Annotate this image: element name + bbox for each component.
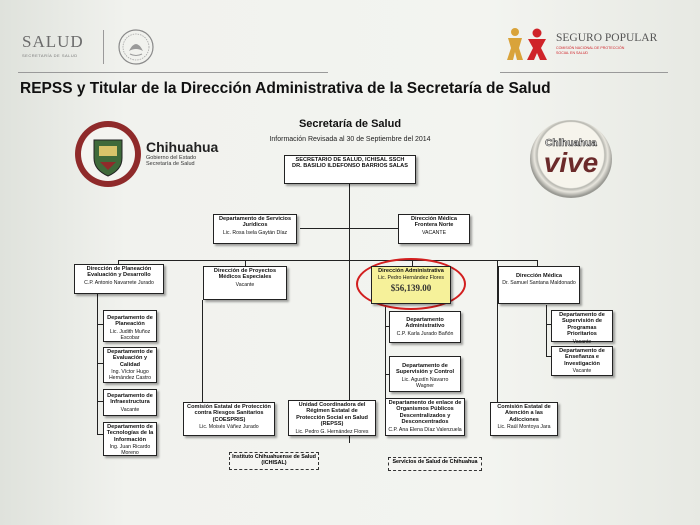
node-title: Departamento de enlace de Organismos Públicos Descentralizados y Desconcentrados bbox=[388, 400, 462, 426]
node-person: C.P. Antonio Navarrete Jurado bbox=[84, 279, 154, 286]
node-person: C.P. Ana Elena Díaz Valenzuela bbox=[388, 426, 462, 433]
node-secretario bbox=[284, 155, 416, 184]
node-servicios bbox=[388, 457, 482, 471]
node-title: Comisión Estatal de Protección contra Riesgos Sanitarios (COESPRIS) bbox=[187, 404, 271, 423]
node-title: Departamento de Evaluación y Calidad bbox=[107, 349, 153, 368]
node-person: Lic. Moisés Váñez Jurado bbox=[199, 424, 259, 431]
connector-line bbox=[202, 300, 203, 402]
node-title: Departamento de Infraestructura bbox=[107, 393, 153, 406]
chihuahua-logo bbox=[146, 140, 236, 167]
node-title: Instituto Chihuahuense de Salud (ICHISAL) bbox=[232, 454, 316, 467]
node-person: Lic. Raúl Montoya Jara bbox=[497, 424, 551, 431]
node-person: Lic. Pedro Hernández Flores bbox=[377, 275, 445, 282]
node-title: Departamento de Tecnologías de la Información bbox=[106, 424, 154, 443]
revision-date: Información Revisada al 30 de Septiembre del 2014 bbox=[269, 136, 431, 143]
node-title: Dirección Médica Frontera Norte bbox=[410, 216, 457, 229]
node-title: Unidad Coordinadora del Régimen Estatal de Protección Social en Salud (REPSS) bbox=[296, 402, 368, 428]
node-title: Servicios de Salud de Chihuahua bbox=[392, 459, 478, 465]
vive-logo-main: vive bbox=[543, 147, 599, 178]
node-dep-planeacion bbox=[103, 310, 157, 342]
node-juridicos bbox=[213, 214, 297, 244]
mexico-seal-icon bbox=[116, 27, 156, 67]
salud-logo bbox=[22, 33, 102, 63]
node-title: Comisión Estatal de Atención a las Adicciones bbox=[497, 404, 551, 423]
chihuahua-logo-sub2: Secretaría de Salud bbox=[146, 161, 195, 167]
header-rule-left bbox=[18, 72, 328, 73]
node-title: Dirección de Planeación Evaluación y Desarrollo bbox=[86, 266, 152, 279]
seguro-popular-logo bbox=[556, 32, 676, 55]
node-person: DR. BASILIO ILDEFONSO BARRIOS SALAS bbox=[292, 163, 408, 170]
node-dep-supervision bbox=[389, 356, 461, 392]
node-coespris bbox=[183, 402, 275, 436]
node-dep-ensenanza bbox=[551, 346, 613, 376]
node-title: Departamento de Supervisión de Programas Prioritarios bbox=[559, 312, 605, 338]
node-title: SECRETARIO DE SALUD, ICHISAL SSCH bbox=[295, 157, 405, 163]
salud-logo-sub: SECRETARÍA DE SALUD bbox=[22, 53, 78, 58]
node-dep-programas bbox=[551, 310, 613, 345]
header-divider bbox=[103, 30, 104, 64]
node-person: Vacante bbox=[572, 368, 592, 375]
header-rule-right bbox=[500, 72, 668, 73]
vive-logo-top: Chihuahua bbox=[545, 138, 597, 149]
chihuahua-shield-icon bbox=[72, 118, 144, 190]
node-ichisal bbox=[229, 452, 319, 470]
chart-title: Secretaría de Salud bbox=[298, 118, 402, 130]
node-administrativa bbox=[371, 266, 451, 304]
node-person: Lic. Rosa Isela Gaytán Díaz bbox=[222, 229, 288, 236]
node-dep-admin bbox=[389, 311, 461, 343]
connector-line bbox=[118, 260, 538, 261]
node-title: Dirección Médica bbox=[515, 273, 562, 279]
seguro-popular-text: SEGURO POPULAR bbox=[556, 32, 658, 44]
connector-line bbox=[97, 294, 98, 434]
node-planeacion-dir bbox=[74, 264, 164, 294]
node-dep-tecno bbox=[103, 422, 157, 456]
seguro-popular-figures-icon bbox=[503, 26, 553, 62]
node-person: VACANTE bbox=[421, 229, 447, 236]
node-dep-enlace bbox=[385, 398, 465, 436]
node-title: Departamento de Enseñanza e Investigación bbox=[559, 348, 605, 367]
node-title: Departamento Administrativo bbox=[405, 317, 445, 330]
node-person: Lic. Judith Muñoz Escobar bbox=[109, 328, 151, 342]
node-dep-evaluacion bbox=[103, 347, 157, 383]
node-person: C.P. Karla Jurado Bañón bbox=[396, 330, 454, 337]
seguro-popular-sub: COMISIÓN NACIONAL DE PROTECCIÓN SOCIAL EN SALUD bbox=[556, 46, 625, 55]
chihuahua-logo-text: Chihuahua bbox=[146, 139, 219, 155]
page-title: REPSS y Titular de la Dirección Administrativa de la Secretaría de Salud bbox=[20, 80, 551, 97]
chihuahua-vive-logo bbox=[530, 120, 612, 198]
node-dep-infra bbox=[103, 389, 157, 416]
node-medica bbox=[498, 266, 580, 304]
node-comision-atencion bbox=[490, 402, 558, 436]
node-person: Vacante bbox=[120, 406, 140, 413]
node-medica-norte bbox=[398, 214, 470, 244]
node-title: Departamento de Supervisión y Control bbox=[395, 363, 455, 376]
node-person: Ing. Víctor Hugo Hernández Castro bbox=[108, 369, 152, 382]
node-repss bbox=[288, 400, 376, 436]
node-person: Dr. Samuel Santana Maldonado bbox=[502, 280, 576, 287]
node-salary: $56,139.00 bbox=[390, 282, 432, 293]
node-person: Vacante bbox=[235, 281, 255, 288]
node-title: Dirección Administrativa bbox=[378, 268, 444, 274]
chihuahua-logo-sub1: Gobierno del Estado bbox=[146, 155, 197, 161]
node-person: Lic. Agustín Navarro Wagner bbox=[401, 376, 449, 390]
node-person: Vacante bbox=[572, 338, 592, 345]
connector-line bbox=[300, 228, 398, 229]
connector-line bbox=[546, 305, 547, 357]
node-title: Departamento de Planeación bbox=[107, 315, 153, 328]
node-person: Ing. Juan Ricardo Moreno bbox=[109, 444, 151, 457]
salud-logo-text: SALUD bbox=[22, 32, 84, 51]
node-proyectos bbox=[203, 266, 287, 300]
node-person: Lic. Pedro G. Hernández Flores bbox=[295, 428, 369, 435]
node-title: Dirección de Proyectos Médicos Especiales bbox=[213, 268, 277, 281]
node-title: Departamento de Servicios Jurídicos bbox=[218, 216, 292, 229]
